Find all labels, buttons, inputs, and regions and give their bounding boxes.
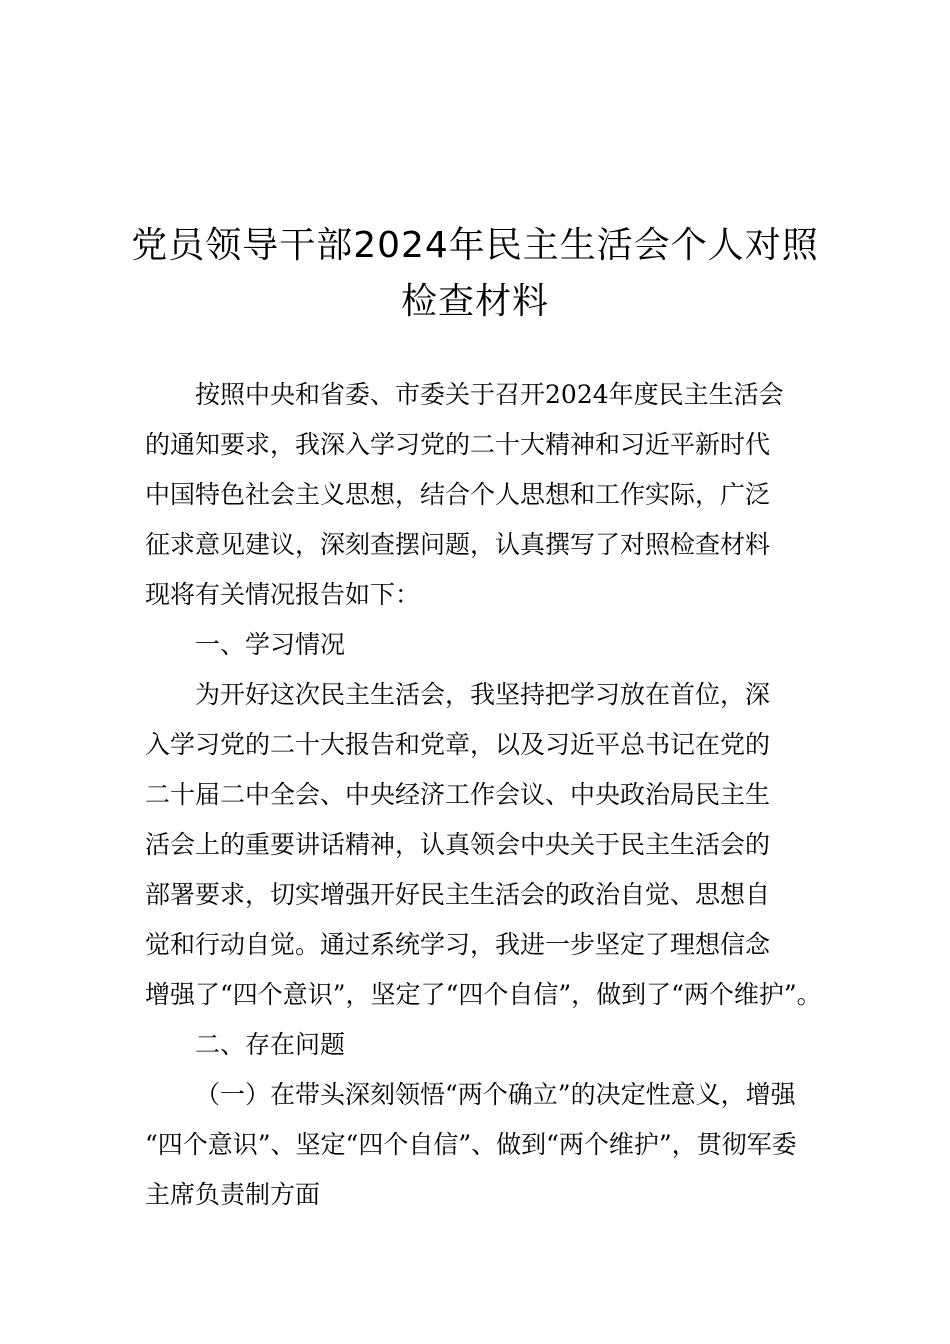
body-line: 入学习党的二十大报告和党章，以及习近平总书记在党的 bbox=[145, 730, 771, 759]
body-line: 增强了“四个意识”，坚定了“四个自信”，做到了“两个维护”。 bbox=[145, 980, 822, 1009]
body-line: 为开好这次民主生活会，我坚持把学习放在首位，深 bbox=[195, 680, 771, 709]
title-line-1: 党员领导干部2024年民主生活会个人对照 bbox=[131, 225, 819, 266]
body-line: 的通知要求，我深入学习党的二十大精神和习近平新时代 bbox=[145, 430, 771, 459]
body-line: 中国特色社会主义思想，结合个人思想和工作实际，广泛 bbox=[145, 480, 771, 509]
title-line-2: 检查材料 bbox=[400, 281, 549, 322]
document-title bbox=[100, 218, 850, 330]
body-line: 现将有关情况报告如下： bbox=[145, 580, 421, 609]
section-heading-study: 一、学习情况 bbox=[195, 630, 346, 659]
document-body bbox=[145, 370, 822, 1220]
section-heading-problems: 二、存在问题 bbox=[195, 1030, 346, 1059]
body-line: 征求意见建议，深刻查摆问题，认真撰写了对照检查材料 bbox=[145, 530, 771, 559]
body-line: “四个意识”、坚定“四个自信”、做到“两个维护”，贯彻军委 bbox=[145, 1130, 797, 1159]
subsection-heading-1: （一）在带头深刻领悟“两个确立”的决定性意义，增强 bbox=[195, 1080, 796, 1109]
body-line: 主席负责制方面 bbox=[145, 1180, 321, 1209]
body-line: 活会上的重要讲话精神，认真领会中央关于民主生活会的 bbox=[145, 830, 771, 859]
body-line: 部署要求，切实增强开好民主生活会的政治自觉、思想自 bbox=[145, 880, 771, 909]
body-line: 觉和行动自觉。通过系统学习，我进一步坚定了理想信念 bbox=[145, 930, 771, 959]
body-line: 二十届二中全会、中央经济工作会议、中央政治局民主生 bbox=[145, 780, 771, 809]
body-line: 按照中央和省委、市委关于召开2024年度民主生活会 bbox=[195, 380, 784, 409]
